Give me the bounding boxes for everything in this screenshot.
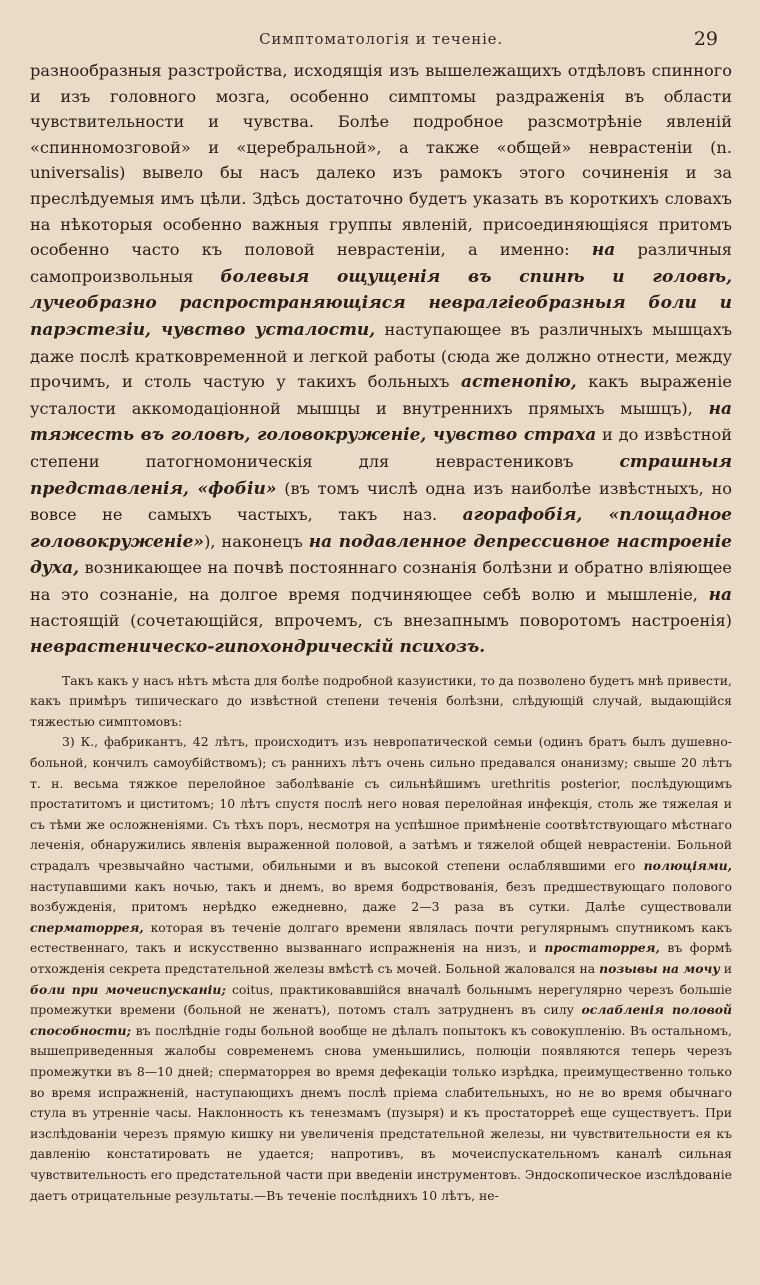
text-run: наступающее въ различныхъ мышцахъ даже послѣ кратковременной и легкой работы (сюда же должно отнести, между прочимъ, и столь частую у такихъ больныхъ	[30, 319, 732, 392]
emphasized-text: страшныя представленія, «фобіи»	[30, 451, 732, 499]
emphasized-text: на	[708, 584, 732, 605]
emphasized-text: неврастеническо-гипохондрическій психозъ.	[30, 637, 486, 658]
emphasized-text: сперматоррея,	[30, 919, 144, 935]
emphasized-text: на тяжесть въ головѣ, головокруженіе, чувство страха	[30, 398, 732, 446]
emphasized-text: астенопію,	[461, 372, 577, 393]
emphasized-text: на	[591, 240, 616, 261]
text-run: въ послѣдніе годы больной вообще не дѣлалъ попытокъ къ совокупленію. Въ остальномъ, вышеприведенныя жалобы современемъ снова уменьшились, полюціи появляются теперь черезъ промежутки въ 8—10 дней; сперматоррея во время дефекаціи только изрѣдка, преимущественно только во время испражненій, наступающихъ днемъ послѣ пріема слабительныхъ, но не во время обычнаго стула въ утренніе часы. Наклонность къ тенезмамъ (пузыря) и къ простаторреѣ еще существуетъ. При изслѣдованіи черезъ прямую кишку ни увеличенія предстательной железы, ни чувствительности ея къ давленію констатировать не удается; напротивъ, въ мочеиспускательномъ каналѣ сильная чувствительность его предстательной части при введеніи инструментовъ. Эндоскопическое изслѣдованіе даетъ отрицательные результаты.—Въ теченіе послѣднихъ 10 лѣтъ, не-	[30, 1022, 732, 1203]
case-intro-paragraph: Такъ какъ у насъ нѣтъ мѣста для болѣе подробной казуистики, то да позволено будетъ мнѣ привести, какъ примѣръ типическаго до извѣстной степени теченія болѣзни, слѣдующій случай, выдающійся тяжестью симптомовъ:	[30, 672, 732, 729]
text-run: и до извѣстной степени патогномоническія для неврастениковъ	[30, 425, 732, 471]
emphasized-text: агорафобія, «площадное головокруженіе»	[30, 505, 732, 552]
text-run: возникающее на почвѣ постояннаго сознанія болѣзни и обратно вліяющее на это сознаніе, на долгое время подчиняющее себѣ волю и мышленіе,	[30, 558, 732, 604]
running-title: Симптоматологія и теченіе.	[259, 30, 503, 48]
main-paragraph	[30, 58, 732, 661]
emphasized-text: позывы на мочу	[599, 960, 720, 976]
text-run: разнообразныя разстройства, исходящія изъ вышележащихъ отдѣловъ спинного и изъ головного мозга, особенно симптомы раздраженія въ области чувствительности и чувства. Болѣе подробное разсмотрѣніе явленій «спинномозговой» и «церебральной», а также «общей» неврастеніи (n. universalis) вывело бы насъ далеко изъ рамокъ этого сочиненія и за преслѣдуемыя имъ цѣли. Здѣсь достаточно будетъ указать въ короткихъ словахъ на нѣкоторыя особенно важныя группы явленій, присоединяющіяся притомъ особенно часто къ половой неврастеніи, а именно:	[30, 61, 732, 260]
emphasized-text: полюціями,	[643, 858, 732, 873]
page-header	[30, 24, 732, 58]
emphasized-text: простаторрея,	[544, 940, 660, 956]
text-run: различныя самопроизвольныя	[30, 240, 732, 286]
text-run: ), наконецъ	[204, 531, 309, 551]
case-study-block	[30, 671, 732, 1206]
text-run: наступавшими какъ ночью, такъ и днемъ, во время бодрствованія, безъ предшествующаго полового возбужденія, притомъ нерѣдко ежедневно, даже 2—3 раза въ сутки. Далѣе существовали	[30, 878, 732, 915]
text-run: coitus, практиковавшійся вначалѣ больнымъ нерегулярно черезъ большіе промежутки времени (больной не женатъ), потомъ сталъ затрудненъ въ силу	[30, 981, 732, 1018]
emphasized-text: боли при мочеиспусканіи;	[30, 981, 226, 997]
emphasized-text: на подавленное депрессивное настроеніе духа,	[30, 531, 732, 579]
case-description-paragraph	[30, 732, 732, 1206]
main-text-block	[30, 58, 732, 661]
text-run: которая въ теченіе долгаго времени являлась почти регулярнымъ спутникомъ какъ естественнаго, такъ и искусственно вызваннаго испражненія на низъ, и	[30, 919, 732, 956]
emphasized-text: болевыя ощущенія въ спинѣ и головѣ, лучеобразно распространяющіяся невралгіеобразныя боли и парэстезіи, чувство усталости,	[30, 266, 732, 340]
emphasized-text: ослабленія половой способности;	[30, 1002, 732, 1038]
text-run: 3) К., фабрикантъ, 42 лѣтъ, происходитъ изъ невропатической семьи (одинъ братъ былъ душевно-больной, кончилъ самоубійствомъ); съ раннихъ лѣтъ очень сильно предавался онанизму; свыше 20 лѣтъ т. н. весьма тяжкое перелойное заболѣваніе съ сильнѣйшимъ urethritis posterior, послѣдующимъ простатитомъ и циститомъ; 10 лѣтъ спустя послѣ него новая перелойная инфекція, столь же тяжелая и съ тѣми же осложненіями. Съ тѣхъ поръ, несмотря на успѣшное примѣненіе соотвѣтствующаго мѣстнаго леченія, обнаружились явленія выраженной половой, а затѣмъ и тяжелой общей неврастеніи. Больной страдалъ чрезвычайно частыми, обильными и въ высокой степени ослаблявшими его	[30, 734, 732, 873]
page-number: 29	[693, 28, 718, 50]
text-run: (въ томъ числѣ одна изъ наиболѣе извѣстныхъ, но вовсе не самыхъ частыхъ, такъ наз.	[30, 478, 732, 525]
text-run: въ формѣ отхожденія секрета предстательной железы вмѣстѣ съ мочей. Больной жаловался на	[30, 940, 732, 976]
text-run: настоящій (сочетающійся, впрочемъ, съ внезапнымъ поворотомъ настроенія)	[30, 611, 732, 631]
text-run: какъ выраженіе усталости аккомодаціонной мышцы и внутреннихъ прямыхъ мышцъ),	[30, 372, 732, 418]
text-run: и	[719, 960, 732, 976]
